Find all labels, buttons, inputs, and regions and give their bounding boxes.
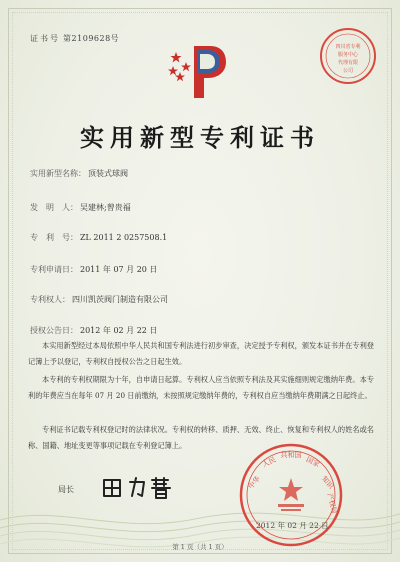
field-label: 专利申请日： <box>30 265 78 274</box>
svg-text:中华: 中华 <box>246 474 263 491</box>
agency-seal <box>318 26 378 86</box>
svg-text:知识: 知识 <box>319 474 336 491</box>
field-label: 发 明 人： <box>30 203 78 212</box>
field-patent-number <box>30 232 167 243</box>
paragraph-grant: 本实用新型经过本局依照中华人民共和国专利法进行初步审查，决定授予专利权，颁发本证书并在专利登记簿上予以登记，专利权自授权公告之日起生效。 <box>28 341 374 366</box>
field-value: 四川凯茨阀门制造有限公司 <box>72 295 168 304</box>
svg-text:服务中心: 服务中心 <box>337 52 359 58</box>
field-label: 专利权人： <box>30 295 70 304</box>
certificate-number-label: 证书号 <box>30 34 60 43</box>
patent-office-emblem-icon <box>168 42 230 100</box>
field-grant-date <box>30 325 157 336</box>
field-application-date <box>30 264 157 275</box>
svg-text:产权局: 产权局 <box>325 492 339 515</box>
svg-text:人民: 人民 <box>261 455 278 469</box>
field-label: 专 利 号： <box>30 233 78 242</box>
field-value: ZL 2011 2 0257508.1 <box>80 233 168 242</box>
certificate-number-value: 第2109628号 <box>63 34 120 43</box>
paragraph-term: 本专利的专利权期限为十年，自申请日起算。专利权人应当依照专利法及其实施细则规定缴纳年费。本专利的年费应当在每年 07 月 20 日前缴纳，未按照规定缴纳年费的，专利权自应当缴纳年费期满之日起终止。 <box>28 375 374 400</box>
svg-text:国家: 国家 <box>304 455 321 469</box>
field-value: 2012 年 02 月 22 日 <box>80 326 158 335</box>
field-value: 顶装式球阀 <box>88 169 128 178</box>
field-label: 授权公告日： <box>30 326 78 335</box>
field-inventor <box>30 202 131 213</box>
paragraph-legal-status: 专利证书记载专利权登记时的法律状况。专利权的转移、质押、无效、终止、恢复和专利权人的姓名或名称、国籍、地址变更等事项记载在专利登记簿上。 <box>28 425 374 450</box>
svg-text:代理有限: 代理有限 <box>337 60 359 66</box>
office-seal <box>236 440 346 550</box>
director-signature <box>98 474 178 500</box>
certificate-number <box>30 33 119 44</box>
field-label: 实用新型名称： <box>30 169 86 178</box>
certificate-title: 实用新型专利证书 <box>80 123 320 152</box>
field-utility-model-name <box>30 168 128 179</box>
field-patentee <box>30 294 168 305</box>
svg-text:公司: 公司 <box>342 68 354 74</box>
svg-text:共和国: 共和国 <box>280 451 302 459</box>
page-number: 第 1 页（共 1 页） <box>172 543 228 551</box>
field-value: 吴建林;曾贵福 <box>80 203 131 212</box>
issue-date: 2012 年 02 月 22 日 <box>256 521 329 530</box>
svg-text:四川省专利: 四川省专利 <box>335 44 361 50</box>
director-label: 局长 <box>58 485 74 494</box>
field-value: 2011 年 07 月 20 日 <box>80 265 158 274</box>
